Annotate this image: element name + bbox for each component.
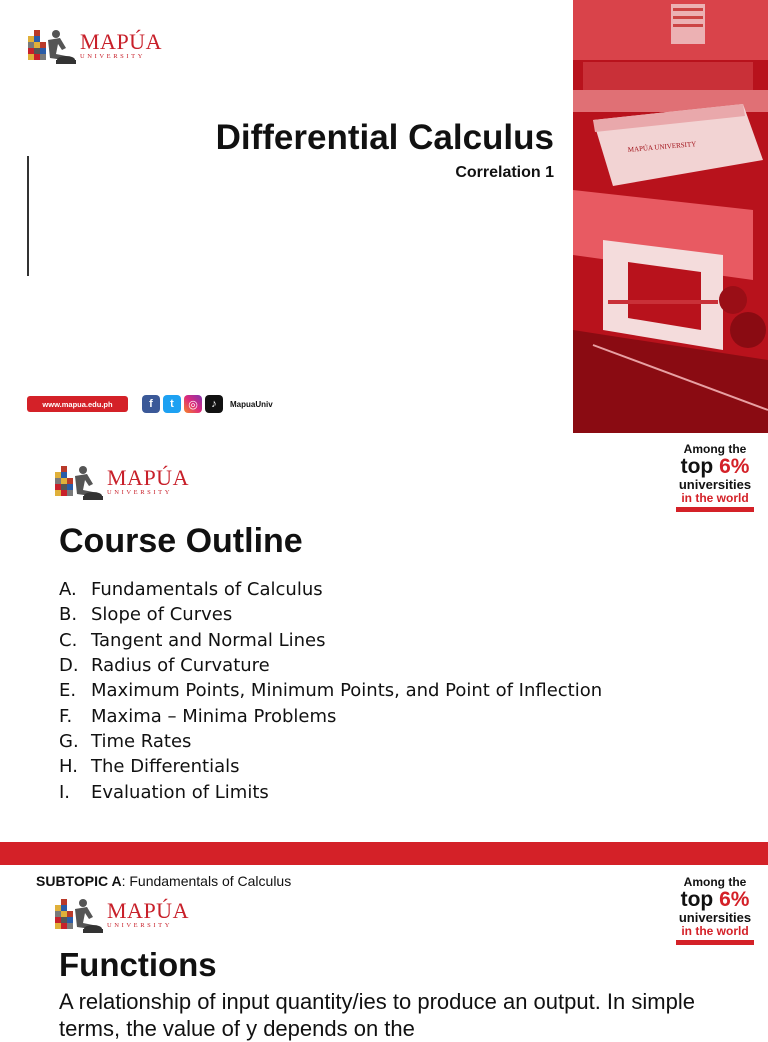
- logo-name: MAPÚA: [80, 29, 162, 55]
- svg-text:MAPÚA UNIVERSITY: MAPÚA UNIVERSITY: [627, 140, 697, 154]
- course-outline-slide: [0, 434, 768, 842]
- functions-title: Functions: [59, 946, 217, 983]
- outline-text: The Differentials: [91, 756, 240, 778]
- mapua-crest-icon: [53, 895, 105, 935]
- mapua-crest-icon: [26, 26, 78, 66]
- badge-line1: Among the: [683, 875, 747, 889]
- website-link[interactable]: www.mapua.edu.ph: [27, 396, 128, 412]
- social-links: [142, 395, 273, 413]
- mapua-logo: [26, 26, 162, 66]
- badge-line2: [668, 456, 762, 477]
- outline-letter: F.: [59, 705, 73, 727]
- badge-bar: [676, 507, 754, 512]
- functions-slide: [0, 842, 768, 1041]
- badge-percent: 6%: [719, 455, 750, 478]
- tiktok-icon[interactable]: ♪: [205, 395, 223, 413]
- badge-line1: Among the: [683, 442, 747, 456]
- accent-divider: [27, 156, 29, 276]
- outline-letter: A.: [59, 579, 77, 601]
- outline-letter: G.: [59, 730, 79, 752]
- outline-letter: I.: [59, 781, 71, 803]
- outline-text: Maximum Points, Minimum Points, and Point of Inflection: [91, 680, 603, 702]
- outline-text: Tangent and Normal Lines: [91, 629, 326, 651]
- outline-letter: C.: [59, 629, 78, 651]
- badge-line2: [668, 889, 762, 910]
- outline-letter: E.: [59, 680, 77, 702]
- top-red-band: [0, 842, 768, 865]
- badge-bar: [676, 940, 754, 945]
- badge-line3: universities: [678, 477, 752, 492]
- badge-line4: in the world: [681, 924, 749, 938]
- mapua-logo: [53, 462, 189, 502]
- instagram-icon[interactable]: ◎: [184, 395, 202, 413]
- outline-letter: B.: [59, 604, 78, 626]
- outline-item: [59, 754, 602, 779]
- badge-line4: in the world: [681, 491, 749, 505]
- outline-item: [59, 678, 602, 703]
- outline-title: Course Outline: [59, 522, 303, 560]
- outline-letter: D.: [59, 655, 79, 677]
- logo-subname: UNIVERSITY: [80, 53, 145, 61]
- outline-item: [59, 602, 602, 627]
- outline-text: Time Rates: [91, 730, 192, 752]
- logo-name: MAPÚA: [107, 898, 189, 924]
- facebook-icon[interactable]: f: [142, 395, 160, 413]
- badge-top: top: [680, 888, 720, 911]
- outline-item: [59, 779, 602, 804]
- functions-body: A relationship of input quantity/ies to produce an output. In simple terms, the value of y depends on the: [59, 989, 695, 1041]
- badge-top: top: [680, 455, 720, 478]
- outline-text: Maxima – Minima Problems: [91, 705, 337, 727]
- outline-item: [59, 628, 602, 653]
- outline-text: Evaluation of Limits: [91, 781, 269, 803]
- mapua-logo: [53, 895, 189, 935]
- outline-item: [59, 653, 602, 678]
- logo-subname: UNIVERSITY: [107, 922, 172, 930]
- logo-subname: UNIVERSITY: [107, 489, 172, 497]
- subtopic-text: : Fundamentals of Calculus: [121, 873, 292, 889]
- slide-title: Differential Calculus: [215, 118, 554, 157]
- ranking-badge: [668, 443, 762, 512]
- slide-subtitle: Correlation 1: [455, 164, 554, 181]
- outline-text: Slope of Curves: [91, 604, 233, 626]
- badge-percent: 6%: [719, 888, 750, 911]
- outline-letter: H.: [59, 756, 78, 778]
- title-slide: [0, 0, 768, 433]
- outline-item: [59, 703, 602, 728]
- subtopic-label: SUBTOPIC A: [36, 873, 122, 889]
- outline-item: [59, 577, 602, 602]
- mapua-crest-icon: [53, 462, 105, 502]
- outline-text: Fundamentals of Calculus: [91, 579, 323, 601]
- outline-list: [59, 577, 602, 805]
- subtopic-header: [36, 873, 291, 889]
- logo-name: MAPÚA: [107, 465, 189, 491]
- outline-text: Radius of Curvature: [91, 655, 270, 677]
- social-handle: MapuaUniv: [230, 399, 273, 409]
- twitter-icon[interactable]: t: [163, 395, 181, 413]
- badge-line3: universities: [678, 910, 752, 925]
- ranking-badge: [668, 876, 762, 945]
- outline-item: [59, 729, 602, 754]
- campus-photo: [573, 0, 768, 433]
